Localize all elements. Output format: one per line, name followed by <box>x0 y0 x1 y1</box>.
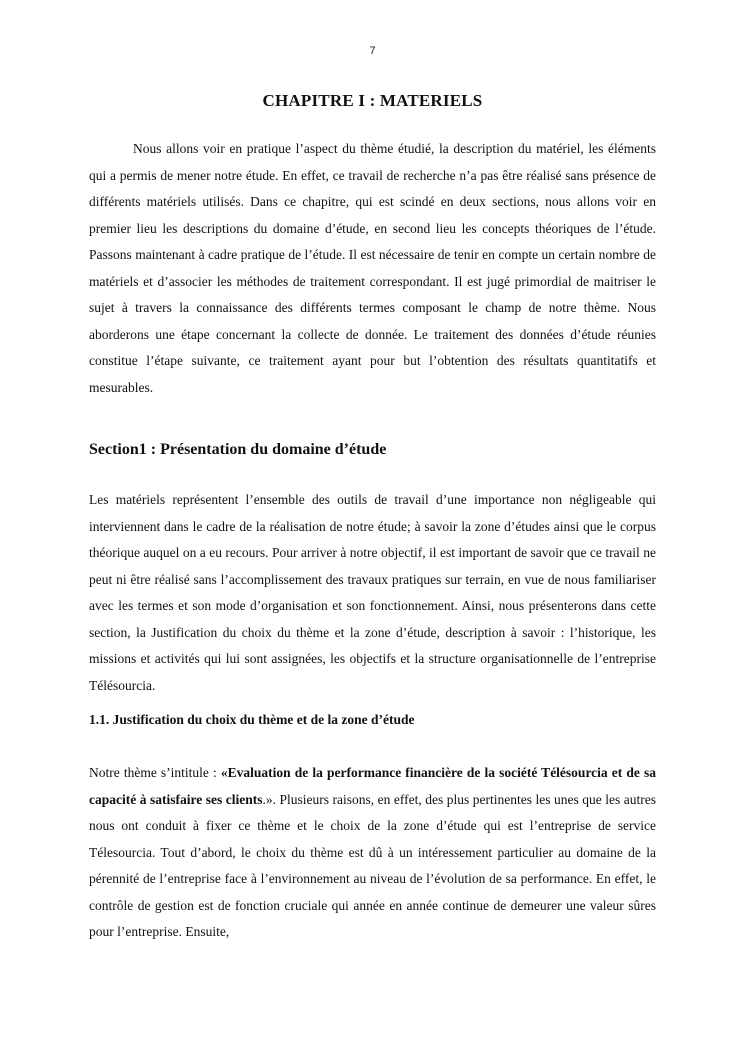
section-title: Section1 : Présentation du domaine d’étude <box>89 441 387 458</box>
page-number: 7 <box>369 45 376 57</box>
intro-paragraph: Nous allons voir en pratique l’aspect du thème étudié, la description du matériel, les éléments qui a permis de mener notre étude. En effet, ce travail de recherche n’a pas être réalisé sans présence de différents matériels utilisés. Dans ce chapitre, qui est scindé en deux sections, nous allons voir en premier lieu les descriptions du domaine d’étude, en second lieu les concepts théoriques de l’étude. Passons maintenant à cadre pratique de l’étude. Il est nécessaire de tenir en compte un certain nombre de matériels et d’associer les méthodes de traitement correspondant. Il est jugé primordial de maitriser le sujet à travers la connaissance des différents termes composant le champ de notre thème. Nous aborderons une étape concernant la collecte de donnée. Le traitement des données d’étude réunies constitue l’étape suivante, ce traitement ayant pour but l’obtention des résultats quantitatifs et mesurables. <box>89 141 656 395</box>
section-paragraph: Les matériels représentent l’ensemble des outils de travail d’une importance non négligeable qui interviennent dans le cadre de la réalisation de notre étude; à savoir la zone d’études ainsi que le corpus théorique auquel on a eu recours. Pour arriver à notre objectif, il est important de savoir que ce travail ne peut ni être réalisé sans l’accomplissement des travaux pratiques sur terrain, en vue de nous familiariser avec les termes et son mode d’organisation et son fonctionnement. Ainsi, nous présenterons dans cette section, la Justification du choix du thème et la zone d’étude, description à savoir : l’historique, les missions et activités qui lui sont assignées, les objectifs et la structure organisationnelle de l’entreprise Télésourcia. <box>89 492 656 693</box>
theme-title-bold: «Evaluation de la performance financière de la société Télésourcia et de sa capacité à satisfaire ses clients <box>89 765 656 807</box>
subsection-title: 1.1. Justification du choix du thème et de la zone d’étude <box>89 712 415 727</box>
chapter-title: CHAPITRE I : MATERIELS <box>262 91 483 110</box>
theme-lead-text: Notre thème s’intitule : <box>89 765 221 780</box>
theme-body-text: .». Plusieurs raisons, en effet, des plus pertinentes les unes que les autres nous ont conduit à fixer ce thème et le choix de la zone d’étude qui est l’entreprise de service Télesourcia. Tout d’abord, le choix du thème est dû à un intéressement particulier au domaine de la pérennité de l’entreprise face à l’environnement au niveau de l’évolution de sa performance. En effet, le contrôle de gestion est de fonction cruciale qui année en année continue de demeurer une valeur sûres pour l’entreprise. Ensuite, <box>89 791 656 939</box>
theme-paragraph <box>89 760 656 946</box>
